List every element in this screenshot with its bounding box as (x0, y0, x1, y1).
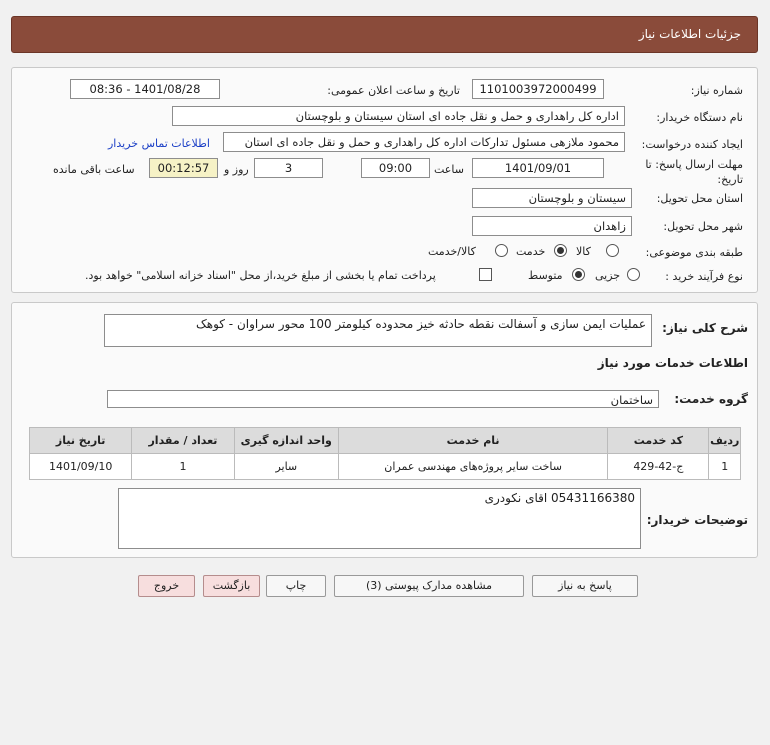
category-label: طبقه بندی موضوعی: (645, 246, 743, 259)
service-group-field: ساختمان (107, 390, 659, 408)
delivery-city-label: شهر محل تحویل: (663, 220, 743, 233)
category-goods-service-radio[interactable] (495, 244, 508, 257)
page-title: جزئیات اطلاعات نیاز (638, 27, 741, 41)
remaining-time-label: ساعت باقی مانده (53, 163, 135, 176)
col-row-number: ردیف (709, 428, 741, 454)
deadline-time-label: ساعت (434, 163, 464, 176)
table-header-row (30, 428, 741, 454)
treasury-payment-note: پرداخت تمام یا بخشی از مبلغ خرید،از محل "اسناد خزانه اسلامی" خواهد بود. (85, 269, 436, 282)
buyer-notes-field: 05431166380 اقای نکودری (118, 488, 641, 549)
services-info-title: اطلاعات خدمات مورد نیاز (597, 356, 748, 370)
table-row (30, 454, 741, 480)
buyer-notes-label: توضیحات خریدار: (646, 513, 748, 527)
col-need-date: تاریخ نیاز (30, 428, 132, 454)
page-header (11, 16, 758, 53)
cell-row-number: 1 (709, 454, 741, 480)
purchase-process-label: نوع فرآیند خرید : (665, 270, 743, 283)
process-medium-label: متوسط (528, 269, 563, 282)
cell-unit: سایر (234, 454, 338, 480)
cell-service-code: ج-42-429 (608, 454, 709, 480)
delivery-province-label: استان محل تحویل: (656, 192, 743, 205)
process-minor-radio[interactable] (627, 268, 640, 281)
category-goods-service-label: کالا/خدمت (428, 245, 476, 258)
treasury-payment-checkbox[interactable] (479, 268, 492, 281)
col-quantity: تعداد / مقدار (132, 428, 234, 454)
buyer-org-label: نام دستگاه خریدار: (656, 111, 743, 124)
need-number-field: 1101003972000499 (472, 79, 604, 99)
announce-datetime-field: 1401/08/28 - 08:36 (70, 79, 220, 99)
back-button[interactable]: بازگشت (203, 575, 260, 597)
need-summary-label: شرح کلی نیاز: (662, 321, 748, 335)
buyer-org-field: اداره کل راهداری و حمل و نقل جاده ای استان سیستان و بلوچستان (172, 106, 625, 126)
remaining-time-field: 00:12:57 (149, 158, 218, 178)
reply-button[interactable]: پاسخ به نیاز (532, 575, 638, 597)
deadline-time-field: 09:00 (361, 158, 430, 178)
col-service-code: کد خدمت (608, 428, 709, 454)
cell-service-name: ساخت سایر پروژه‌های مهندسی عمران (338, 454, 607, 480)
days-remaining-field: 3 (254, 158, 323, 178)
cell-quantity: 1 (132, 454, 234, 480)
deadline-label: مهلت ارسال پاسخ: تا تاریخ: (645, 158, 743, 186)
need-number-label: شماره نیاز: (690, 84, 743, 97)
request-creator-label: ایجاد کننده درخواست: (641, 138, 743, 151)
announce-datetime-label: تاریخ و ساعت اعلان عمومی: (327, 84, 460, 97)
buyer-contact-link[interactable]: اطلاعات تماس خریدار (108, 137, 210, 150)
request-creator-field: محمود ملازهی مسئول تدارکات اداره کل راهداری و حمل و نقل جاده ای استان (223, 132, 625, 152)
category-goods-radio[interactable] (606, 244, 619, 257)
category-service-radio[interactable] (554, 244, 567, 257)
category-service-label: خدمت (516, 245, 546, 258)
cell-need-date: 1401/09/10 (30, 454, 132, 480)
view-attachments-button[interactable]: مشاهده مدارک پیوستی (3) (334, 575, 524, 597)
category-goods-label: کالا (576, 245, 591, 258)
deadline-date-field: 1401/09/01 (472, 158, 604, 178)
service-group-label: گروه خدمت: (674, 392, 748, 406)
process-minor-label: جزیی (595, 269, 621, 282)
delivery-province-field: سیستان و بلوچستان (472, 188, 632, 208)
days-label: روز و (224, 163, 249, 176)
exit-button[interactable]: خروج (138, 575, 195, 597)
delivery-city-field: زاهدان (472, 216, 632, 236)
services-table (29, 427, 741, 480)
col-service-name: نام خدمت (338, 428, 607, 454)
col-unit: واحد اندازه گیری (234, 428, 338, 454)
process-medium-radio[interactable] (572, 268, 585, 281)
need-summary-field: عملیات ایمن سازی و آسفالت نقطه حادثه خیز محدوده کیلومتر 100 محور سراوان - کوهک (104, 314, 652, 347)
print-button[interactable]: چاپ (266, 575, 326, 597)
